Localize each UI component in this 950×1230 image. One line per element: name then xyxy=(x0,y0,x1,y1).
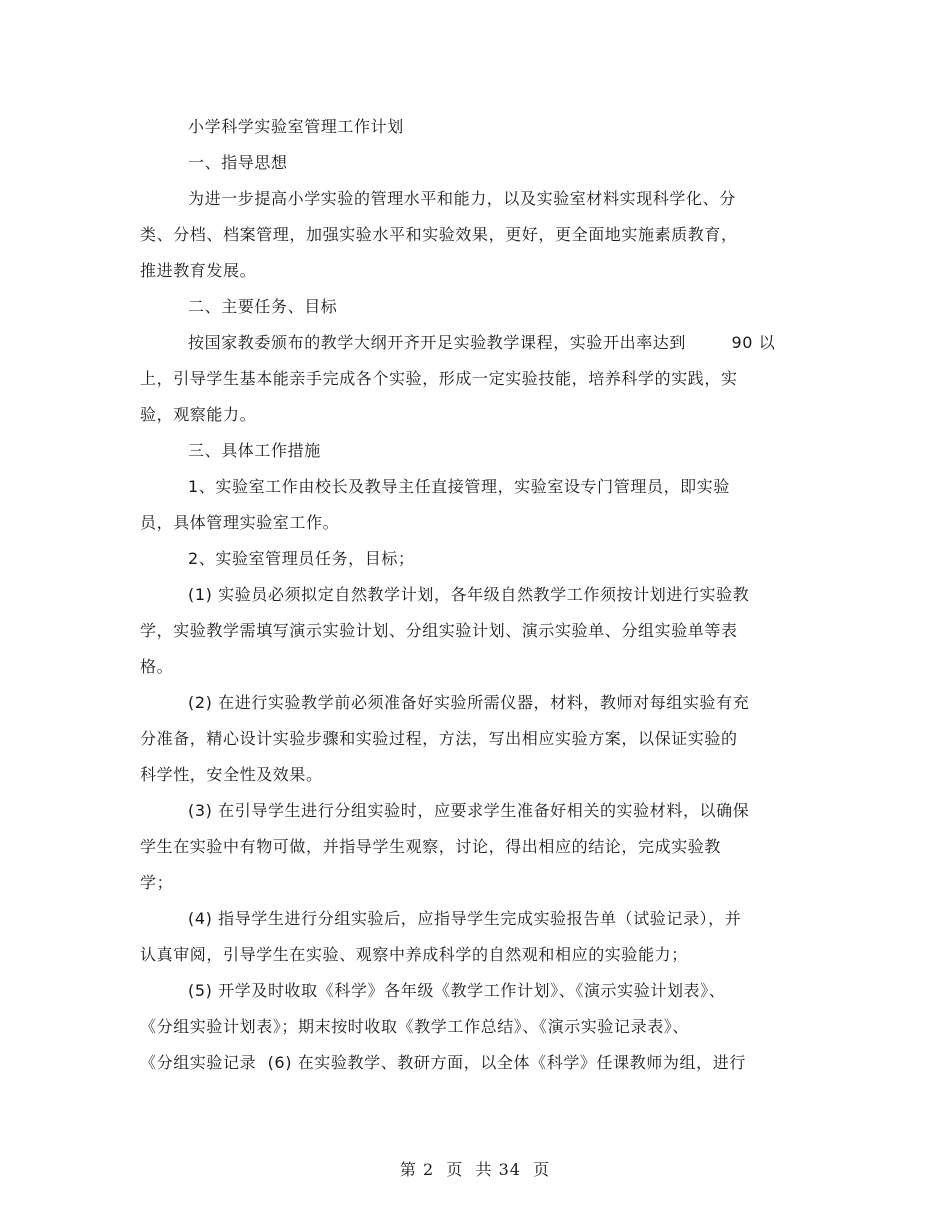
text-line: 1、实验室工作由校长及教导主任直接管理，实验室设专门管理员，即实验 xyxy=(188,477,730,496)
text-line: 小学科学实验室管理工作计划 xyxy=(188,117,404,136)
text-line: 学生在实验中有物可做，并指导学生观察，讨论，得出相应的结论，完成实验教 xyxy=(140,837,722,856)
text-line: 二、主要任务、目标 xyxy=(188,297,338,316)
text-line: (4) 指导学生进行分组实验后，应指导学生完成实验报告单（试验记录），并 xyxy=(188,909,742,928)
text-line: 学； xyxy=(140,873,174,892)
text-line: 推进教育发展。 xyxy=(140,261,257,280)
text-line: 三、具体工作措施 xyxy=(188,441,321,460)
text-line: 科学性，安全性及效果。 xyxy=(140,765,323,784)
text-line: 2、实验室管理员任务，目标； xyxy=(188,549,415,568)
text-line: 一、指导思想 xyxy=(188,153,288,172)
text-line: 格。 xyxy=(140,657,174,676)
text-line: 按国家教委颁布的教学大纲开齐开足实验教学课程，实验开出率达到 90 以 xyxy=(188,333,776,352)
text-line: 《分组实验记录 (6) 在实验教学、教研方面，以全体《科学》任课教师为组，进行 xyxy=(140,1053,746,1072)
text-line: (5) 开学及时收取《科学》各年级《教学工作计划》、《演示实验计划表》、 xyxy=(188,981,726,1000)
text-line: 为进一步提高小学实验的管理水平和能力，以及实验室材料实现科学化、分 xyxy=(188,189,736,208)
text-line: 《分组实验计划表》；期末按时收取《教学工作总结》、《演示实验记录表》、 xyxy=(140,1017,690,1036)
text-line: (3) 在引导学生进行分组实验时，应要求学生准备好相关的实验材料，以确保 xyxy=(188,801,750,820)
text-line: 类、分档、档案管理，加强实验水平和实验效果，更好，更全面地实施素质教育， xyxy=(140,225,738,244)
text-line: (1) 实验员必须拟定自然教学计划，各年级自然教学工作须按计划进行实验教 xyxy=(188,585,750,604)
text-line: 分准备，精心设计实验步骤和实验过程，方法，写出相应实验方案，以保证实验的 xyxy=(140,729,738,748)
text-line: 认真审阅，引导学生在实验、观察中养成科学的自然观和相应的实验能力； xyxy=(140,945,688,964)
page-footer: 第 2 页 共 34 页 xyxy=(399,1160,551,1179)
text-line: 学，实验教学需填写演示实验计划、分组实验计划、演示实验单、分组实验单等表 xyxy=(140,621,738,640)
text-line: 验，观察能力。 xyxy=(140,405,257,424)
text-line: 上，引导学生基本能亲手完成各个实验，形成一定实验技能，培养科学的实践，实 xyxy=(140,369,738,388)
text-line: (2) 在进行实验教学前必须准备好实验所需仪器，材料，教师对每组实验有充 xyxy=(188,693,750,712)
text-line: 员，具体管理实验室工作。 xyxy=(140,513,340,532)
